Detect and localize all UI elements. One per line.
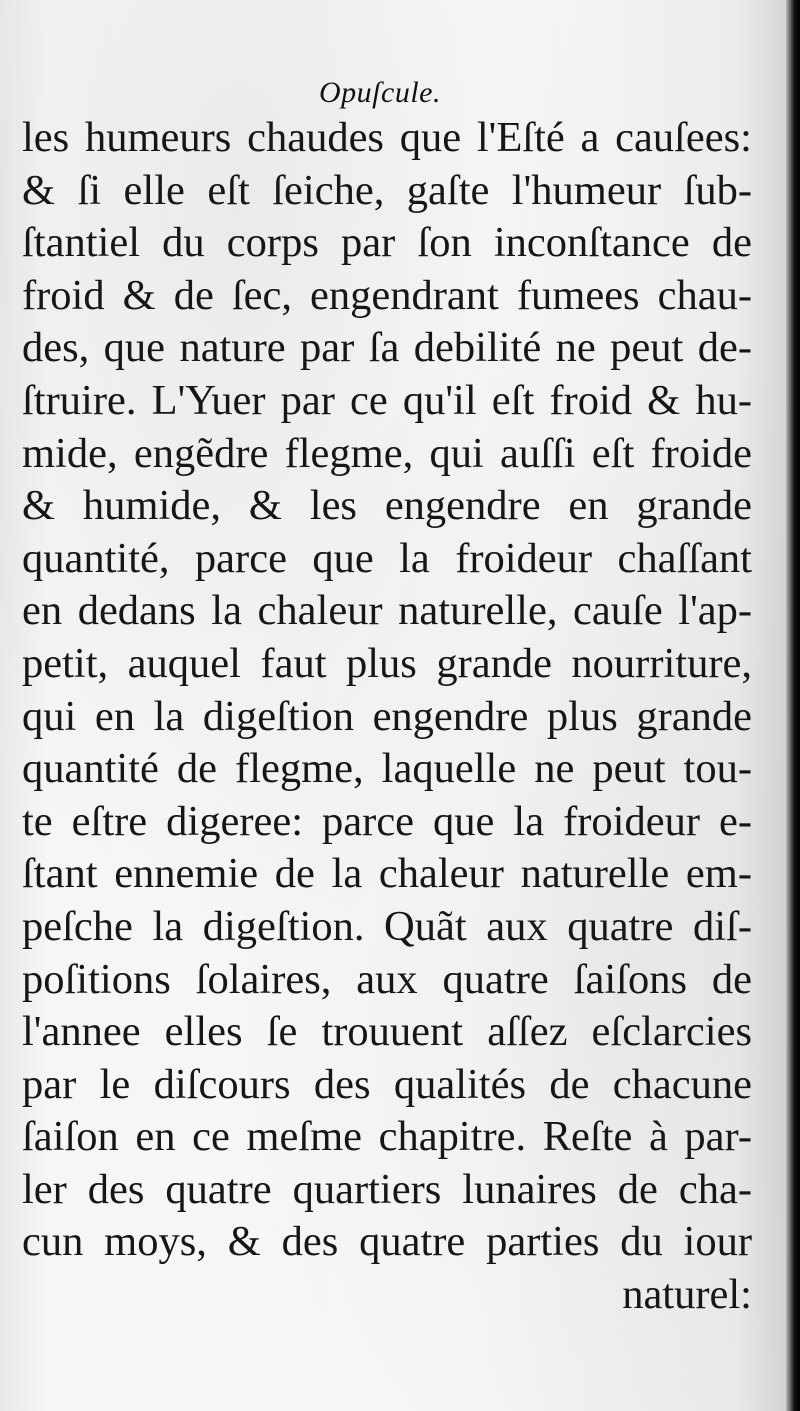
page-edge-shadow bbox=[786, 0, 800, 1411]
running-head: Opuſcule. bbox=[319, 76, 441, 109]
text-line-last: naturel: bbox=[622, 1271, 752, 1319]
text-line: des, que nature par ſa debilité ne peut de- bbox=[22, 324, 752, 372]
text-line: l'annee elles ſe trouuent aſſez eſclarcies bbox=[22, 1008, 752, 1056]
text-line: te eſtre digeree: parce que la froideur e- bbox=[22, 797, 752, 845]
text-line: peſche la digeſtion. Quãt aux quatre diſ- bbox=[22, 902, 752, 950]
text-line: froid & de ſec, engendrant fumees chau- bbox=[22, 271, 752, 319]
text-line: ler des quatre quartiers lunaires de cha- bbox=[22, 1165, 752, 1213]
text-line: mide, engẽdre flegme, qui auſſi eſt froide bbox=[22, 429, 752, 477]
text-line: ſtruire. L'Yuer par ce qu'il eſt froid & hu- bbox=[22, 376, 752, 424]
text-line: en dedans la chaleur naturelle, cauſe l'ap- bbox=[22, 587, 752, 635]
text-line: poſitions ſolaires, aux quatre ſaiſons de bbox=[22, 955, 752, 1003]
text-line: petit, auquel faut plus grande nourriture, bbox=[22, 639, 752, 687]
text-line: les humeurs chaudes que l'Eſté a cauſees: bbox=[22, 114, 752, 161]
text-line: & ſi elle eſt ſeiche, gaſte l'humeur ſub- bbox=[22, 166, 752, 214]
body-text bbox=[22, 112, 752, 1322]
text-line: qui en la digeſtion engendre plus grande bbox=[22, 692, 752, 740]
text-line: ſaiſon en ce meſme chapitre. Reſte à par- bbox=[22, 1113, 752, 1161]
text-line: quantité de flegme, laquelle ne peut tou- bbox=[22, 745, 752, 793]
text-line: & humide, & les engendre en grande bbox=[22, 482, 752, 530]
text-line: par le diſcours des qualités de chacune bbox=[22, 1060, 752, 1108]
text-line: ſtantiel du corps par ſon inconſtance de bbox=[22, 219, 752, 267]
text-line: cun moys, & des quatre parties du iour bbox=[22, 1218, 752, 1266]
text-line: ſtant ennemie de la chaleur naturelle em- bbox=[22, 850, 752, 898]
text-line: quantité, parce que la froideur chaſſant bbox=[22, 534, 752, 582]
